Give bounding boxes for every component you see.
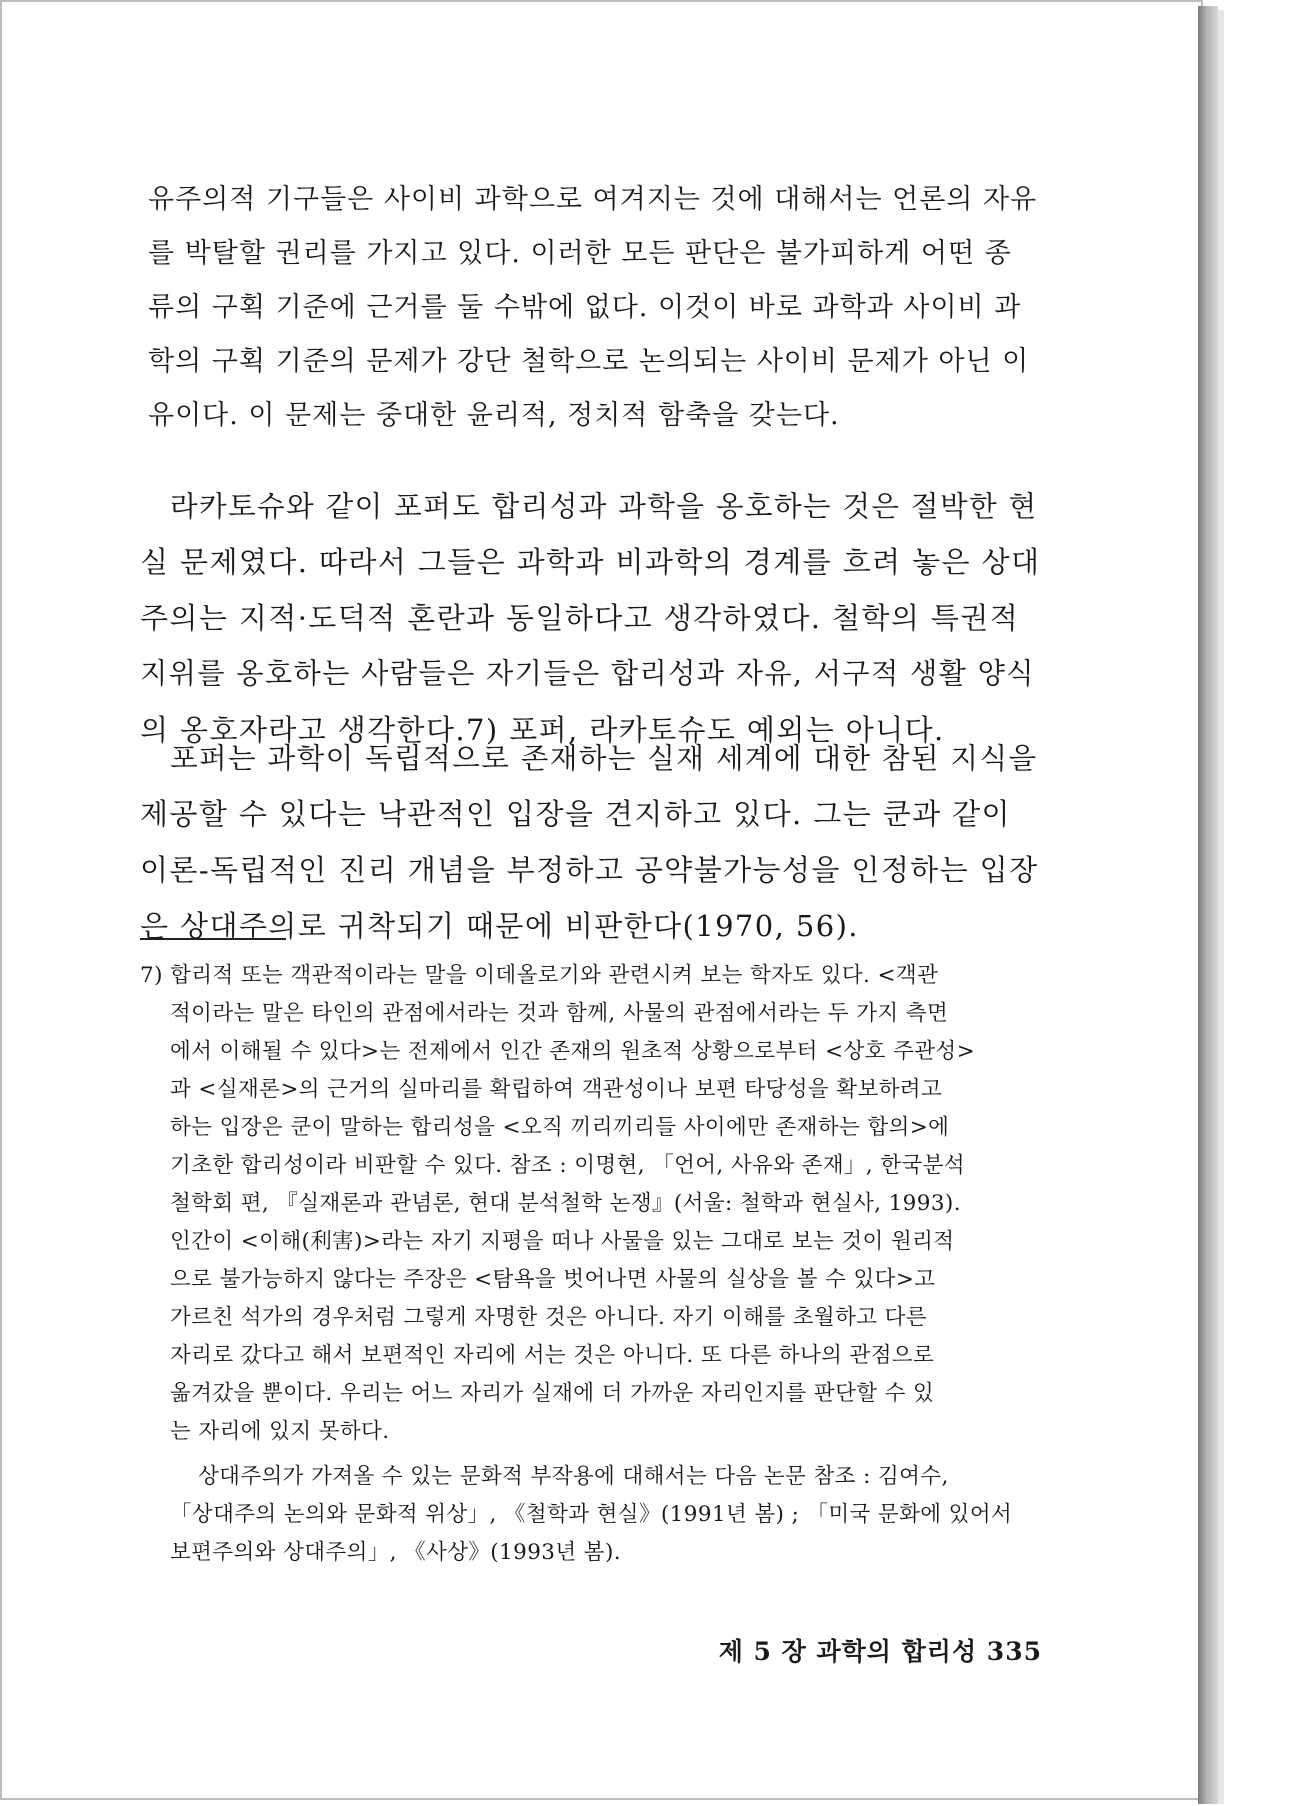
text-line: 류의 구획 기준에 근거를 둘 수밖에 없다. 이것이 바로 과학과 사이비 과	[148, 292, 1022, 323]
text-line: 학의 구획 기준의 문제가 강단 철학으로 논의되는 사이비 문제가 아닌 이	[148, 346, 1030, 377]
continued-paragraph	[140, 173, 1044, 443]
text-line: 를 박탈할 권리를 가지고 있다. 이러한 모든 판단은 불가피하게 어떤 종	[148, 238, 1012, 269]
footnote-line: 는 자리에 있지 못하다.	[170, 1419, 390, 1444]
running-footer: 제 5 장 과학의 합리성 335	[718, 1637, 1042, 1666]
footnote-line: 「상대주의 논의와 문화적 위상」, 《철학과 현실》(1991년 봄) ; 「미국 문화에 있어서	[170, 1502, 1013, 1527]
text-line: 유이다. 이 문제는 중대한 윤리적, 정치적 함축을 갖는다.	[148, 400, 840, 431]
footnote-line: 인간이 <이해(利害)>라는 자기 지평을 떠나 사물을 있는 그대로 보는 것이 원리적	[170, 1229, 955, 1254]
text-line: 주의는 지적·도덕적 혼란과 동일하다고 생각하였다. 철학의 특권적	[140, 601, 1020, 635]
footnote-line: 하는 입장은 쿤이 말하는 합리성을 <오직 끼리끼리들 사이에만 존재하는 합의>에	[170, 1115, 950, 1140]
footnote-line: 옮겨갔을 뿐이다. 우리는 어느 자리가 실재에 더 가까운 자리인지를 판단할 수 있	[170, 1381, 935, 1406]
page-edge-highlight	[1218, 10, 1224, 1804]
footnote-line: 자리로 갔다고 해서 보편적인 자리에 서는 것은 아니다. 또 다른 하나의 관점으로	[170, 1343, 935, 1368]
text-line: 은 상대주의로 귀착되기 때문에 비판한다(1970, 56).	[140, 909, 859, 943]
page-edge-shadow	[1198, 6, 1218, 1804]
footnote-line: 으로 불가능하지 않다는 주장은 <탐욕을 벗어나면 사물의 실상을 볼 수 있다>고	[170, 1267, 936, 1292]
text-line: 의 옹호자라고 생각한다.7) 포퍼, 라카토슈도 예외는 아니다.	[140, 713, 945, 747]
text-line: 이론-독립적인 진리 개념을 부정하고 공약불가능성을 인정하는 입장	[140, 853, 1039, 887]
footnote-line: 기초한 합리성이라 비판할 수 있다. 참조 : 이명현, 「언어, 사유와 존재」, 한국분석	[170, 1153, 966, 1178]
footnote-line: 적이라는 말은 타인의 관점에서라는 것과 함께, 사물의 관점에서라는 두 가지 측면	[170, 1001, 949, 1026]
footnote-line: 철학회 편, 『실재론과 관념론, 현대 분석철학 논쟁』(서울: 철학과 현실사, 1993).	[170, 1191, 961, 1216]
footnote-7	[140, 957, 1044, 1451]
text-line: 지위를 옹호하는 사람들은 자기들은 합리성과 자유, 서구적 생활 양식	[140, 657, 1035, 690]
text-line: 라카토슈와 같이 포퍼도 합리성과 과학을 옹호하는 것은 절박한 현	[170, 489, 1038, 523]
body-paragraph-2	[140, 730, 1044, 954]
footnote-divider	[140, 938, 286, 940]
footnote-line: 상대주의가 가져올 수 있는 문화적 부작용에 대해서는 다음 논문 참조 : 김여수,	[198, 1464, 949, 1489]
footnote-line: 7) 합리적 또는 객관적이라는 말을 이데올로기와 관련시켜 보는 학자도 있다. <객관	[140, 963, 939, 988]
footnote-line: 가르친 석가의 경우처럼 그렇게 자명한 것은 아니다. 자기 이해를 초월하고 다른	[170, 1305, 927, 1330]
text-line: 실 문제였다. 따라서 그들은 과학과 비과학의 경계를 흐려 놓은 상대	[140, 545, 1041, 579]
body-paragraph-1	[140, 478, 1044, 758]
footnote-line: 보편주의와 상대주의」, 《사상》(1993년 봄).	[170, 1540, 621, 1565]
footnote-7-continued	[140, 1458, 1044, 1572]
footnote-line: 에서 이해될 수 있다>는 전제에서 인간 존재의 원초적 상황으로부터 <상호 주관성>	[170, 1039, 975, 1064]
text-line: 유주의적 기구들은 사이비 과학으로 여겨지는 것에 대해서는 언론의 자유	[148, 184, 1038, 215]
text-line: 포퍼는 과학이 독립적으로 존재하는 실재 세계에 대한 참된 지식을	[170, 741, 1038, 775]
text-line: 제공할 수 있다는 낙관적인 입장을 견지하고 있다. 그는 쿤과 같이	[140, 797, 1011, 831]
footnote-line: 과 <실재론>의 근거의 실마리를 확립하여 객관성이나 보편 타당성을 확보하려고	[170, 1077, 943, 1102]
